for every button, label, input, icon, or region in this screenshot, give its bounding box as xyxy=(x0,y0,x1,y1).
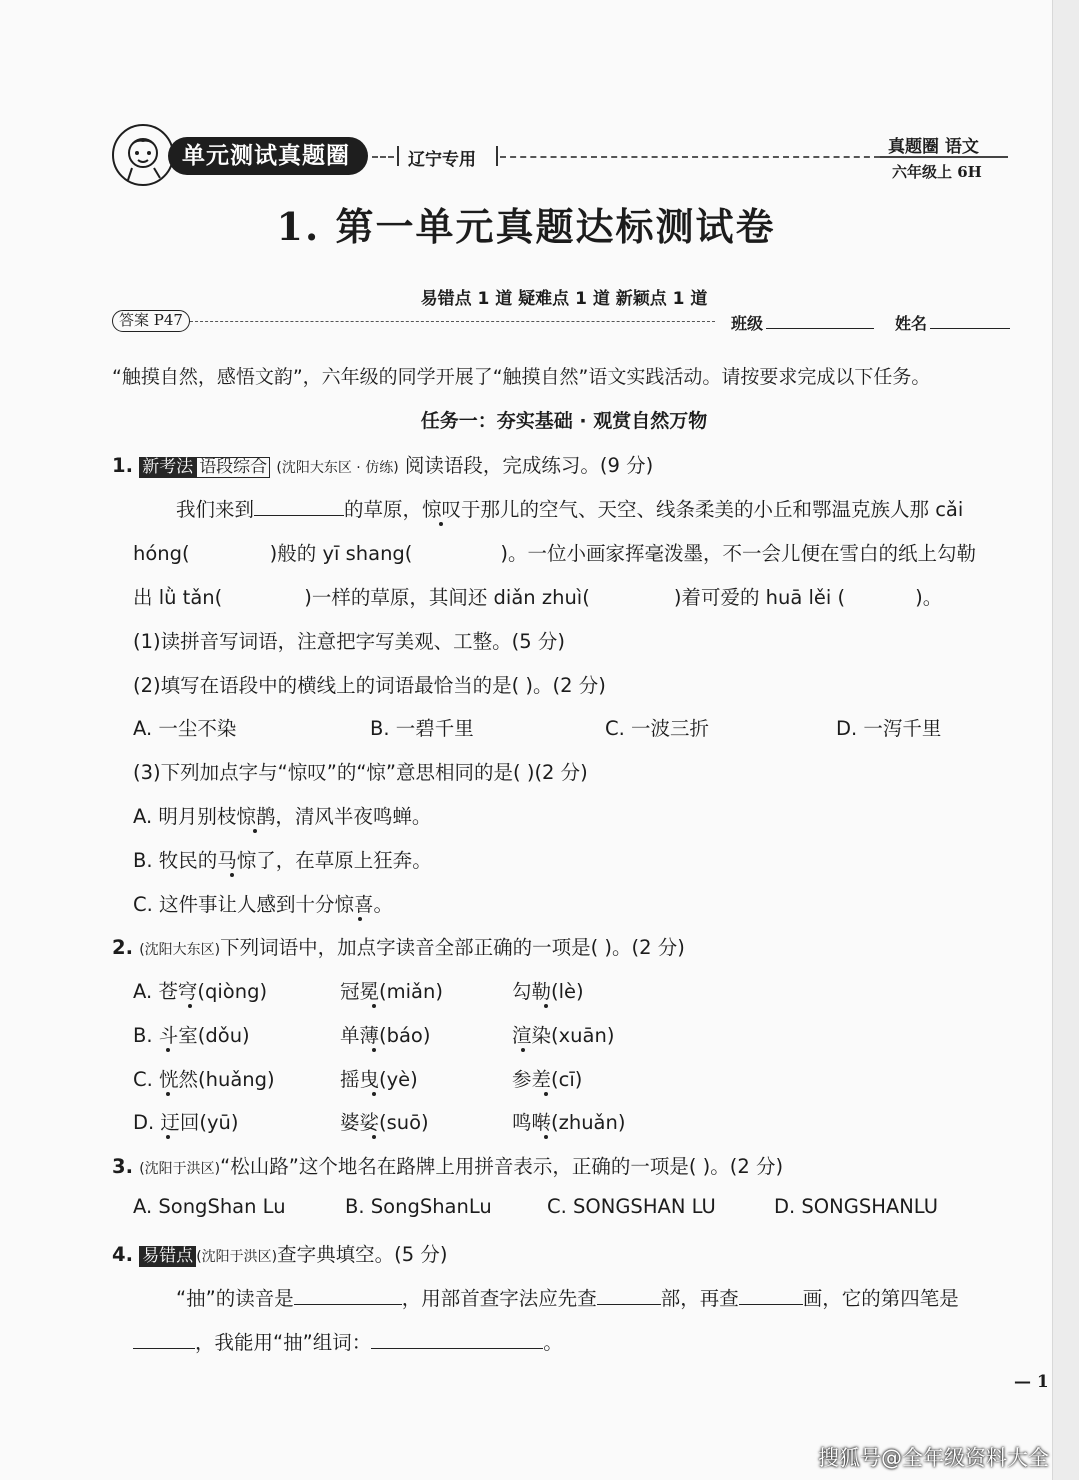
emphasis-dot xyxy=(372,1048,376,1052)
option-c[interactable]: C. SONGSHAN LU xyxy=(547,1195,716,1218)
intro-paragraph: “触摸自然，感悟文韵”，六年级的同学开展了“触摸自然”语文实践活动。请按要求完成以下任务。 xyxy=(112,366,931,388)
passage-text: 出 lǜ tǎn( xyxy=(133,586,223,609)
passage-text: hóng( xyxy=(133,542,190,565)
passage-text: )一样的草原，其间还 diǎn zhuì( xyxy=(304,586,590,609)
option-d[interactable]: D. SONGSHANLU xyxy=(774,1195,938,1218)
option-b[interactable]: B. 斗室(dǒu) xyxy=(133,1024,250,1047)
option-b-word-2: 单薄(báo) xyxy=(340,1024,431,1047)
question-source: (沈阳于洪区) xyxy=(196,1249,278,1265)
emphasis-dot xyxy=(166,1135,170,1139)
page-edge xyxy=(1052,0,1079,1480)
option-a[interactable]: A. SongShan Lu xyxy=(133,1195,286,1218)
divider xyxy=(397,146,399,166)
passage-text: 我们来到 xyxy=(176,498,255,521)
question-number: 4. xyxy=(112,1243,133,1266)
passage-text: )着可爱的 huā lěi ( xyxy=(673,586,846,609)
option-c-word-3: 参差(cī) xyxy=(512,1068,583,1091)
answer-blank[interactable] xyxy=(254,515,344,516)
subquestion-3: (3)下列加点字与“惊叹”的“惊”意思相同的是( )(2 分) xyxy=(133,761,588,784)
page-number: — 1 xyxy=(1014,1372,1049,1392)
question-prompt: 阅读语段，完成练习。(9 分) xyxy=(404,454,654,477)
option-c[interactable]: C. 这件事让人感到十分惊喜。 xyxy=(133,893,394,916)
passage-text: )。一位小画家挥毫泼墨，不一会儿便在雪白的纸上勾勒 xyxy=(500,542,977,565)
divider xyxy=(496,146,498,166)
emphasis-dot xyxy=(544,1135,548,1139)
grade-label: 六年级上 6H xyxy=(892,163,982,181)
emphasis-dot xyxy=(372,1004,376,1008)
emphasis-dot xyxy=(544,1004,548,1008)
question-source: (沈阳大东区) xyxy=(139,942,221,958)
fill-text: ，我能用“抽”组词： xyxy=(195,1331,372,1354)
option-d-word-3: 鸣啭(zhuǎn) xyxy=(512,1111,626,1134)
emphasis-dot xyxy=(166,1048,170,1052)
fill-text: 画，它的第四笔是 xyxy=(802,1287,959,1310)
option-d[interactable]: D. 一泻千里 xyxy=(836,717,942,740)
divider xyxy=(372,156,394,158)
emphasis-dot xyxy=(253,829,257,833)
answer-blank[interactable] xyxy=(294,1304,402,1305)
fill-text: 。 xyxy=(543,1331,563,1354)
fill-text: 部，再查 xyxy=(660,1287,739,1310)
fill-line-2 xyxy=(133,1327,563,1355)
passage-text: 的草原，惊叹于那儿的空气、天空、线条柔美的小丘和鄂温克族人那 cǎi xyxy=(344,498,964,521)
error-prone-badge: 易错点 xyxy=(139,1246,196,1267)
option-c[interactable]: C. 恍然(huǎng) xyxy=(133,1068,275,1091)
answer-blank[interactable] xyxy=(371,1348,543,1349)
name-field[interactable] xyxy=(930,328,1010,329)
divider xyxy=(190,321,715,322)
fill-text: “抽”的读音是 xyxy=(176,1287,294,1310)
question-source: (沈阳大东区 · 仿练) xyxy=(276,460,399,476)
new-method-badge: 新考法 xyxy=(139,457,196,478)
option-a[interactable]: A. 明月别枝惊鹊，清风半夜鸣蝉。 xyxy=(133,805,432,828)
question-3-header xyxy=(112,1151,783,1179)
emphasis-dot xyxy=(358,917,362,921)
name-label: 姓名 xyxy=(895,314,928,333)
page-title: 1. 第一单元真题达标测试卷 xyxy=(276,204,776,249)
answer-blank[interactable] xyxy=(133,1348,195,1349)
subquestion-1: (1)读拼音写词语，注意把字写美观、工整。(5 分) xyxy=(133,630,565,653)
emphasis-dot xyxy=(521,1048,525,1052)
option-c-word-2: 摇曳(yè) xyxy=(340,1068,418,1091)
passage-line-1 xyxy=(176,494,963,522)
question-2-header xyxy=(112,932,685,960)
question-number: 1. xyxy=(112,454,133,477)
emphasis-dot xyxy=(372,1092,376,1096)
option-b[interactable]: B. 一碧千里 xyxy=(370,717,474,740)
passage-text: )。 xyxy=(915,586,943,609)
question-number: 3. xyxy=(112,1155,133,1178)
question-source: (沈阳于洪区) xyxy=(139,1161,221,1177)
option-a[interactable]: A. 一尘不染 xyxy=(133,717,237,740)
fill-text: ，用部首查字法应先查 xyxy=(401,1287,597,1310)
emphasis-dot xyxy=(544,1092,548,1096)
question-stats: 易错点 1 道 疑难点 1 道 新颖点 1 道 xyxy=(420,289,708,309)
question-prompt: 查字典填空。(5 分) xyxy=(277,1243,448,1266)
question-prompt: 下列词语中，加点字读音全部正确的一项是( )。(2 分) xyxy=(220,936,685,959)
watermark: 搜狐号@全年级资料大全 xyxy=(818,1446,1049,1470)
fill-line-1 xyxy=(176,1283,959,1311)
mascot-logo xyxy=(112,124,174,186)
region-label: 辽宁专用 xyxy=(408,150,476,170)
task-heading: 任务一：夯实基础 · 观赏自然万物 xyxy=(420,410,708,432)
option-d-word-2: 婆娑(suō) xyxy=(340,1111,429,1134)
option-a[interactable]: A. 苍穹(qiòng) xyxy=(133,980,268,1003)
option-a-word-3: 勾勒(lè) xyxy=(512,980,584,1003)
divider xyxy=(500,156,880,158)
passage-text: )般的 yī shang( xyxy=(269,542,413,565)
passage-line-3 xyxy=(133,582,942,610)
brand-label: 真题圈 语文 xyxy=(888,137,979,157)
option-b[interactable]: B. 牧民的马惊了，在草原上狂奔。 xyxy=(133,849,432,872)
question-number: 2. xyxy=(112,936,133,959)
question-1-header xyxy=(112,450,653,478)
answer-blank[interactable] xyxy=(597,1304,661,1305)
option-c[interactable]: C. 一波三折 xyxy=(605,717,710,740)
class-label: 班级 xyxy=(731,314,764,333)
option-a-word-2: 冠冕(miǎn) xyxy=(340,980,443,1003)
series-banner: 单元测试真题圈 xyxy=(168,137,368,175)
passage-line-2 xyxy=(133,538,976,566)
option-d[interactable]: D. 迂回(yū) xyxy=(133,1111,239,1134)
emphasis-dot xyxy=(439,522,443,526)
answer-blank[interactable] xyxy=(739,1304,803,1305)
emphasis-dot xyxy=(166,1092,170,1096)
answer-reference: 答案 P47 xyxy=(112,310,190,332)
option-b-word-3: 渲染(xuān) xyxy=(512,1024,615,1047)
type-badge: 语段综合 xyxy=(196,457,270,478)
option-b[interactable]: B. SongShanLu xyxy=(345,1195,492,1218)
emphasis-dot xyxy=(188,1004,192,1008)
emphasis-dot xyxy=(372,1135,376,1139)
emphasis-dot xyxy=(230,873,234,877)
question-prompt: “松山路”这个地名在路牌上用拼音表示，正确的一项是( )。(2 分) xyxy=(220,1155,784,1178)
question-4-header xyxy=(112,1239,447,1267)
class-field[interactable] xyxy=(766,328,874,329)
subquestion-2: (2)填写在语段中的横线上的词语最恰当的是( )。(2 分) xyxy=(133,674,606,697)
